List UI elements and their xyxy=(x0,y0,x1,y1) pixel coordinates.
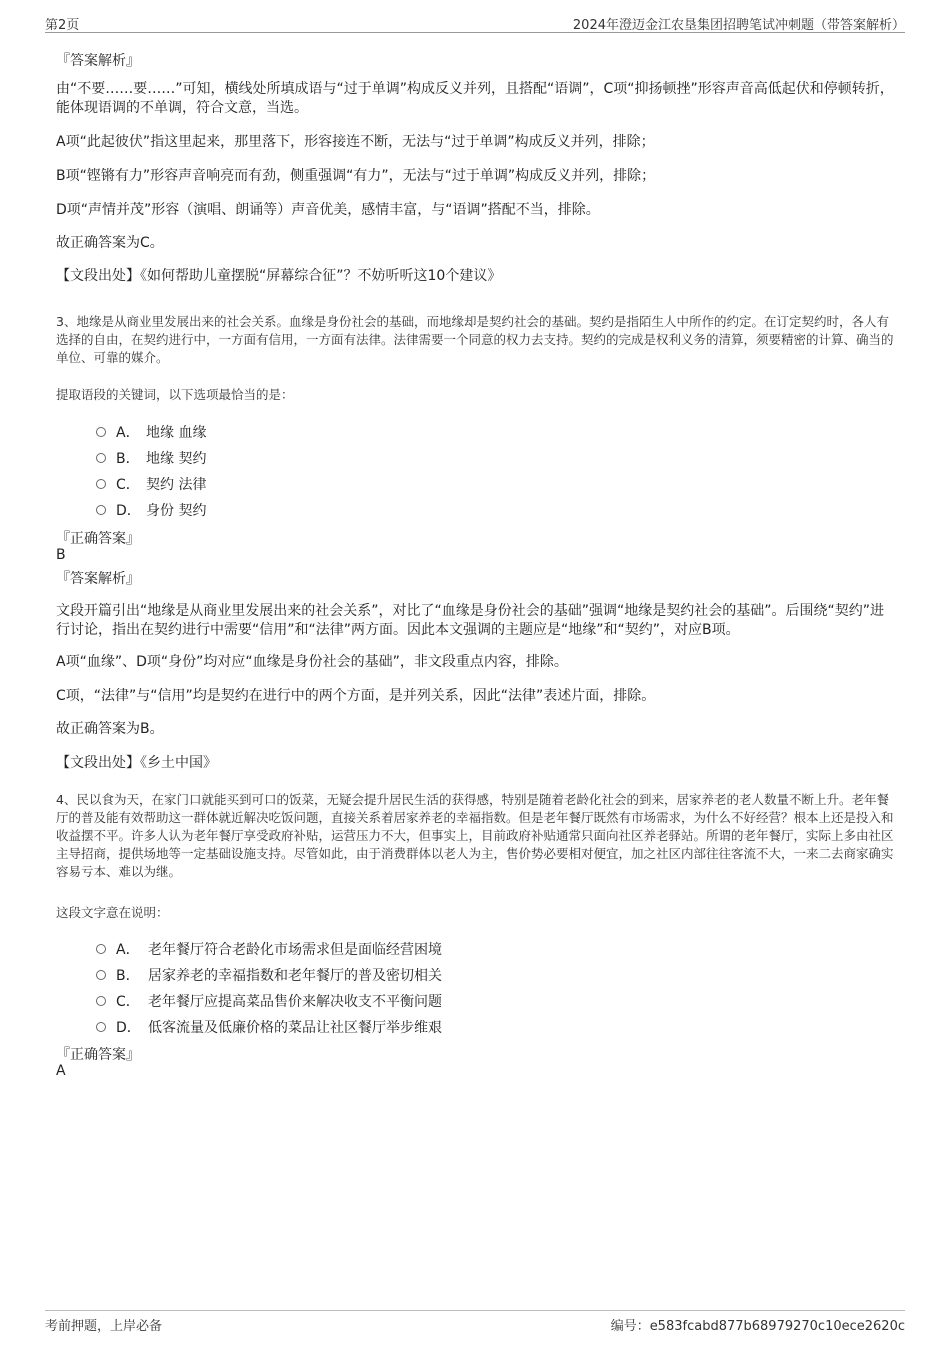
radio-icon[interactable] xyxy=(96,996,106,1006)
q3-source: 【文段出处】《乡土中国》 xyxy=(56,755,217,771)
radio-icon[interactable] xyxy=(96,427,106,437)
radio-icon[interactable] xyxy=(96,505,106,515)
radio-icon[interactable] xyxy=(96,479,106,489)
q2-analysis-paragraph-3: B项“铿锵有力”形容声音响亮而有劲，侧重强调“有力”，无法与“过于单调”构成反义并列，排除； xyxy=(56,168,656,184)
page-footer xyxy=(45,1310,905,1335)
q3-prompt: 提取语段的关键词，以下选项最恰当的是： xyxy=(56,387,294,402)
document-id: 编号：e583fcabd877b68979270c10ece2620c xyxy=(610,1319,905,1334)
q2-analysis-paragraph-1: 由“不要……要……”可知，横线处所填成语与“过于单调”构成反义并列，且搭配“语调”，C项“抑扬顿挫”形容声音高低起伏和停顿转折，能体现语调的不单调，符合文意，当选。 xyxy=(56,81,894,116)
q3-answer: B xyxy=(56,547,66,563)
q3-option-b[interactable]: B． 地缘 契约 xyxy=(96,448,206,468)
q3-analysis-paragraph-4: 故正确答案为B。 xyxy=(56,721,164,737)
q2-analysis-paragraph-2: A项“此起彼伏”指这里起来，那里落下，形容接连不断，无法与“过于单调”构成反义并列，排除； xyxy=(56,134,655,150)
q3-analysis-paragraph-3: C项，“法律”与“信用”均是契约在进行中的两个方面，是并列关系，因此“法律”表述片面，排除。 xyxy=(56,688,656,704)
radio-icon[interactable] xyxy=(96,453,106,463)
q4-answer: A xyxy=(56,1063,66,1079)
q4-prompt: 这段文字意在说明： xyxy=(56,905,169,920)
radio-icon[interactable] xyxy=(96,944,106,954)
q3-analysis-paragraph-1: 文段开篇引出“地缘是从商业里发展出来的社会关系”，对比了“血缘是身份社会的基础”强调“地缘是契约社会的基础”。后围绕“契约”进行讨论，指出在契约进行中需要“信用”和“法律”两方面。因此本文强调的主题应是“地缘”和“契约”，对应B项。 xyxy=(56,603,885,638)
q2-analysis-label: 『答案解析』 xyxy=(56,53,140,69)
q3-analysis-paragraph-2: A项“血缘”、D项“身份”均对应“血缘是身份社会的基础”，非文段重点内容，排除。 xyxy=(56,654,568,670)
q3-stem: 3、地缘是从商业里发展出来的社会关系。血缘是身份社会的基础，而地缘却是契约社会的基础。契约是指陌生人中所作的约定。在订定契约时，各人有选择的自由，在契约进行中，一方面有信用，一方面有法律。法律需要一个同意的权力去支持。契约的完成是权利义务的清算，须要精密的计算、确当的单位、可靠的媒介。 xyxy=(56,314,894,365)
q2-analysis-paragraph-4: D项“声情并茂”形容（演唱、朗诵等）声音优美，感情丰富，与“语调”搭配不当，排除。 xyxy=(56,202,600,218)
q3-answer-label: 『正确答案』 xyxy=(56,531,140,547)
radio-icon[interactable] xyxy=(96,1022,106,1032)
q2-analysis-paragraph-5: 故正确答案为C。 xyxy=(56,235,164,251)
q4-option-d[interactable]: D． 低客流量及低廉价格的菜品让社区餐厅举步维艰 xyxy=(96,1017,442,1037)
q4-stem: 4、民以食为天，在家门口就能买到可口的饭菜，无疑会提升居民生活的获得感，特别是随着老龄化社会的到来，居家养老的老人数量不断上升。老年餐厅的普及能有效帮助这一群体就近解决吃饭问题，直接关系着居家养老的幸福指数。但是老年餐厅既然有市场需求，为什么不好经营？根本上还是投入和收益摆不平。许多人认为老年餐厅享受政府补贴，运营压力不大，但事实上，目前政府补贴通常只面向社区养老驿站。所谓的老年餐厅，实际上多由社区主导招商，提供场地等一定基础设施支持。尽管如此，由于消费群体以老人为主，售价势必要相对便宜，加之社区内部往往客流不大，一来二去商家确实容易亏本、难以为继。 xyxy=(56,792,894,879)
q4-option-a[interactable]: A． 老年餐厅符合老龄化市场需求但是面临经营困境 xyxy=(96,939,442,959)
document-title: 2024年澄迈金江农垦集团招聘笔试冲刺题（带答案解析） xyxy=(572,18,905,33)
q4-option-c[interactable]: C． 老年餐厅应提高菜品售价来解决收支不平衡问题 xyxy=(96,991,442,1011)
q3-analysis-label: 『答案解析』 xyxy=(56,571,140,587)
q3-option-c[interactable]: C． 契约 法律 xyxy=(96,474,206,494)
q4-answer-label: 『正确答案』 xyxy=(56,1047,140,1063)
radio-icon[interactable] xyxy=(96,970,106,980)
q3-option-d[interactable]: D． 身份 契约 xyxy=(96,500,206,520)
page-header xyxy=(45,12,905,33)
q4-option-b[interactable]: B． 居家养老的幸福指数和老年餐厅的普及密切相关 xyxy=(96,965,442,985)
q2-source: 【文段出处】《如何帮助儿童摆脱“屏幕综合征”？不妨听听这10个建议》 xyxy=(56,268,502,284)
q3-option-a[interactable]: A． 地缘 血缘 xyxy=(96,422,206,442)
footer-slogan: 考前押题，上岸必备 xyxy=(45,1319,163,1334)
page-number: 第2页 xyxy=(45,18,80,33)
